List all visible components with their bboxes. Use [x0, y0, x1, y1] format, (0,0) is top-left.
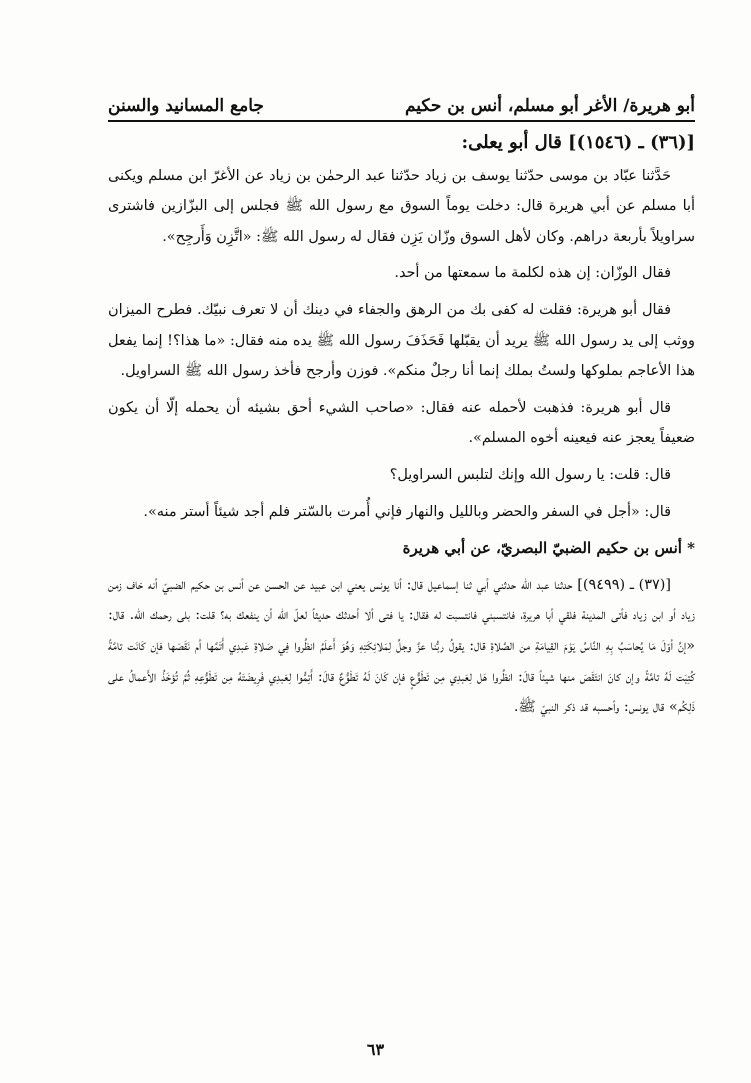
hadith-37-text: [(٣٧) ـ (٩٤٩٩)] حدثنا عبد الله حدثني أبي ثنا إسماعيل قال: أنا يونس يعني ابن عبيد عن الحسن عن أنس بن حكيم الضبيّ أنه خاف زمن زياد أو ابن زياد فأتى المدينة فلقي أبا هريرة، فانتسبني فانتسبت له فقال: يا فتى ألا أحدثك حديثاً لعلّ الله أن ينفعك به؟ قلت: بلى رحمك الله. قال: «إنَّ أوّلَ مَا يُحاسَبُ بِهِ النَّاسُ يَوْمَ القِيامَةِ من الصَّلاةِ قال: يقولُ ربُّنا عزَّ وجلَّ لِمَلائِكَتِهِ وَهُوَ أَعلَمُ انظُروا فِي صَلاةِ عَبدِي أَتَمَّها أم نَقَصَها فإن كَانَت تامَّةً كُتِبَت لَهُ تامَّةً وإن كانَ انتَقَصَ منها شيئاً قالَ: انظُروا هَل لِعَبدِي مِن تَطَوُّعٍ فإن كَانَ لَهُ تَطَوُّعٌ قالَ: أَتِمُّوا لِعَبدِي فَرِيضَتَهُ مِن تَطَوُّعِهِ ثُمَّ تُؤخَذُ الأَعمالُ على ذَلِكُم» قال يونس: وأحسبه قد ذكر النبيّ ﷺ.	[108, 576, 695, 716]
page-body	[108, 128, 695, 1023]
hadith-36-paragraph-6: قال: «أجل في السفر والحضر وبالليل والنهار فإني أُمرت بالسّتر فلم أجد شيئاً أستر منه».	[143, 503, 671, 520]
header-chapter-title: أبو هريرة/ الأغر أبو مسلم، أنس بن حكيم	[404, 96, 695, 116]
running-header	[108, 86, 695, 122]
hadith-36-paragraph-2: فقال الوزّان: إن هذه لكلمة ما سمعتها من أحد.	[394, 265, 671, 282]
page-number: ٦٣	[366, 1040, 385, 1059]
hadith-36-title: [(٣٦) ـ (١٥٤٦)] قال أبو يعلى:	[461, 132, 695, 153]
hadith-36-paragraph-5: قال: قلت: يا رسول الله وإنك لتلبس السراويل؟	[389, 466, 671, 483]
hadith-36-paragraph-3: فقال أبو هريرة: فقلت له كفى بك من الرهق والجفاء في دينك أن لا تعرف نبيّك. فطرح الميزان ووثب إلى يد رسول الله ﷺ يريد أن يقبّلها فَحَذَفَ رسول الله ﷺ يده منه فقال: «ما هذا؟! إنما يفعل هذا الأعاجم بملوكها ولستُ بملك إنما أنا رجلٌ منكم». فوزن وأرجح فأخذ رسول الله ﷺ السراويل.	[108, 301, 695, 380]
hadith-36-paragraph-1: حَدَّثنا عبّاد بن موسى حدّثنا يوسف بن زياد حدّثنا عبد الرحمٰن بن زياد عن الأغرّ ابن مسلم ويكنى أبا مسلم عن أبي هريرة قال: دخلت يوماً السوق مع رسول الله ﷺ فجلس إلى البزّازين فاشترى سراويلاً بأربعة دراهم. وكان لأهل السوق وزّان يَزِن فقال له رسول الله ﷺ: «اتَّزِن وَأَرجِح».	[108, 167, 695, 245]
hadith-36-paragraph-4: قال أبو هريرة: فذهبت لأحمله عنه فقال: «صاحب الشيء أحق بشيئه أن يحمله إلّا أن يكون ضعيفاً يعجز عنه فيعينه أخوه المسلم».	[108, 399, 695, 447]
header-book-title: جامع المسانيد والسنن	[108, 96, 264, 116]
section-title-anas-ibn-hakim: * أنس بن حكيم الضبيّ البصريّ، عن أبي هريرة	[402, 539, 695, 558]
